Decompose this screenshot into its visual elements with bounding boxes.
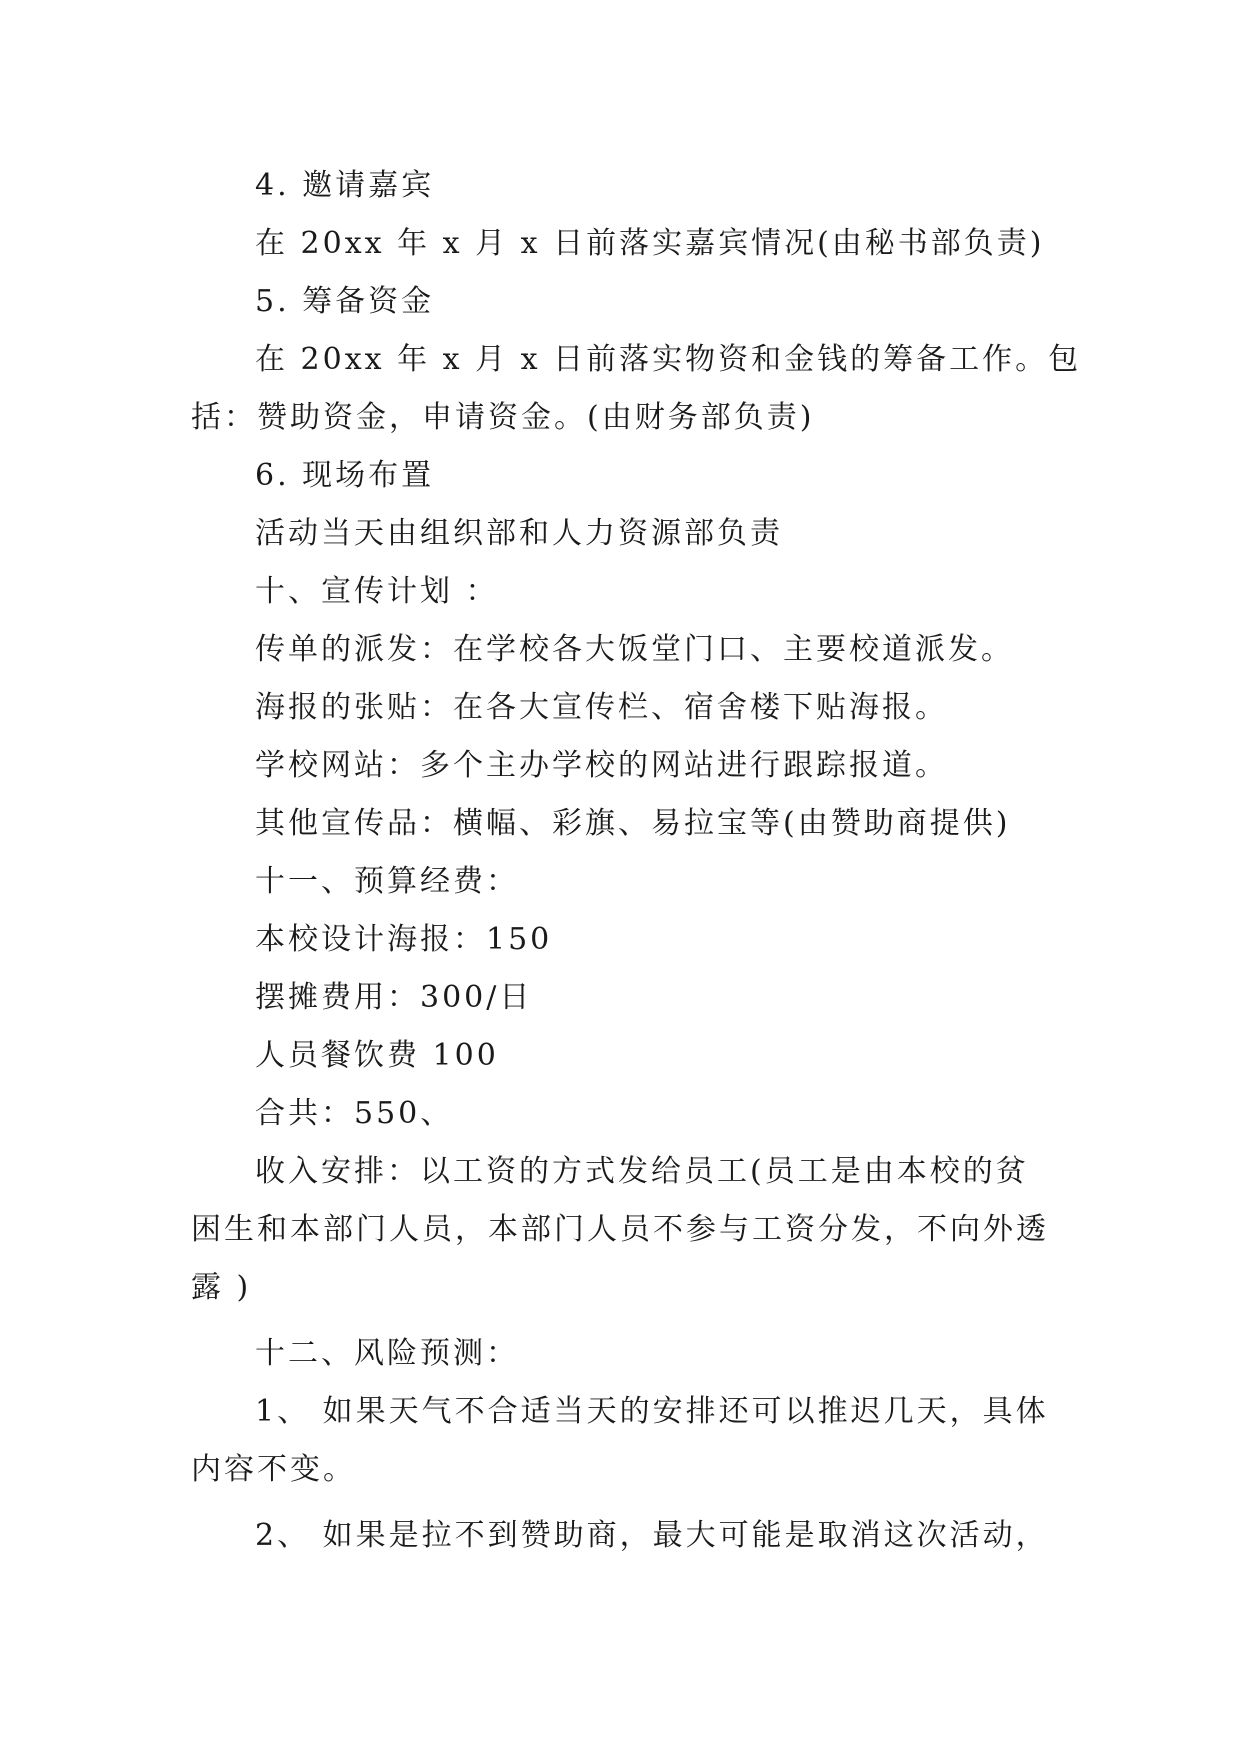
- paragraph-funds-line-2: 括：赞助资金，申请资金。(由财务部负责): [191, 400, 815, 435]
- budget-total: 合共：550、: [255, 1096, 454, 1131]
- document-body: [191, 157, 1082, 1565]
- paragraph-other-materials: 其他宣传品：横幅、彩旗、易拉宝等(由赞助商提供): [255, 806, 1011, 841]
- paragraph-income-line-2: 困生和本部门人员，本部门人员不参与工资分发，不向外透: [191, 1212, 1049, 1247]
- paragraph-website: 学校网站：多个主办学校的网站进行跟踪报道。: [255, 748, 948, 783]
- paragraph-venue-setup: 活动当天由组织部和人力资源部负责: [255, 516, 783, 551]
- risk-item-1-line-2: 内容不变。: [191, 1452, 356, 1487]
- budget-item-poster: 本校设计海报：150: [255, 922, 553, 957]
- budget-item-stall: 摆摊费用：300/日: [255, 980, 533, 1015]
- budget-item-meals: 人员餐饮费 100: [255, 1038, 499, 1073]
- paragraph-income-line-1: 收入安排：以工资的方式发给员工(员工是由本校的贫: [255, 1154, 1029, 1189]
- risk-item-1-line-1: 1、 如果天气不合适当天的安排还可以推迟几天，具体: [255, 1394, 1049, 1429]
- paragraph-funds-line-1: 在 20xx 年 x 月 x 日前落实物资和金钱的筹备工作。包: [255, 342, 1082, 377]
- risk-item-2-line-1: 2、 如果是拉不到赞助商，最大可能是取消这次活动，: [255, 1518, 1049, 1553]
- heading-raise-funds: 5. 筹备资金: [255, 284, 435, 319]
- paragraph-guests-deadline: 在 20xx 年 x 月 x 日前落实嘉宾情况(由秘书部负责): [255, 226, 1045, 261]
- heading-budget: 十一、预算经费：: [255, 864, 519, 899]
- heading-venue-setup: 6. 现场布置: [255, 458, 435, 493]
- heading-risk-forecast: 十二、风险预测：: [255, 1336, 519, 1371]
- paragraph-posters: 海报的张贴：在各大宣传栏、宿舍楼下贴海报。: [255, 690, 948, 725]
- paragraph-income-line-3: 露 ): [191, 1270, 252, 1305]
- paragraph-flyers: 传单的派发：在学校各大饭堂门口、主要校道派发。: [255, 632, 1014, 667]
- heading-publicity-plan: 十、宣传计划 ：: [255, 574, 499, 609]
- heading-invite-guests: 4. 邀请嘉宾: [255, 168, 435, 203]
